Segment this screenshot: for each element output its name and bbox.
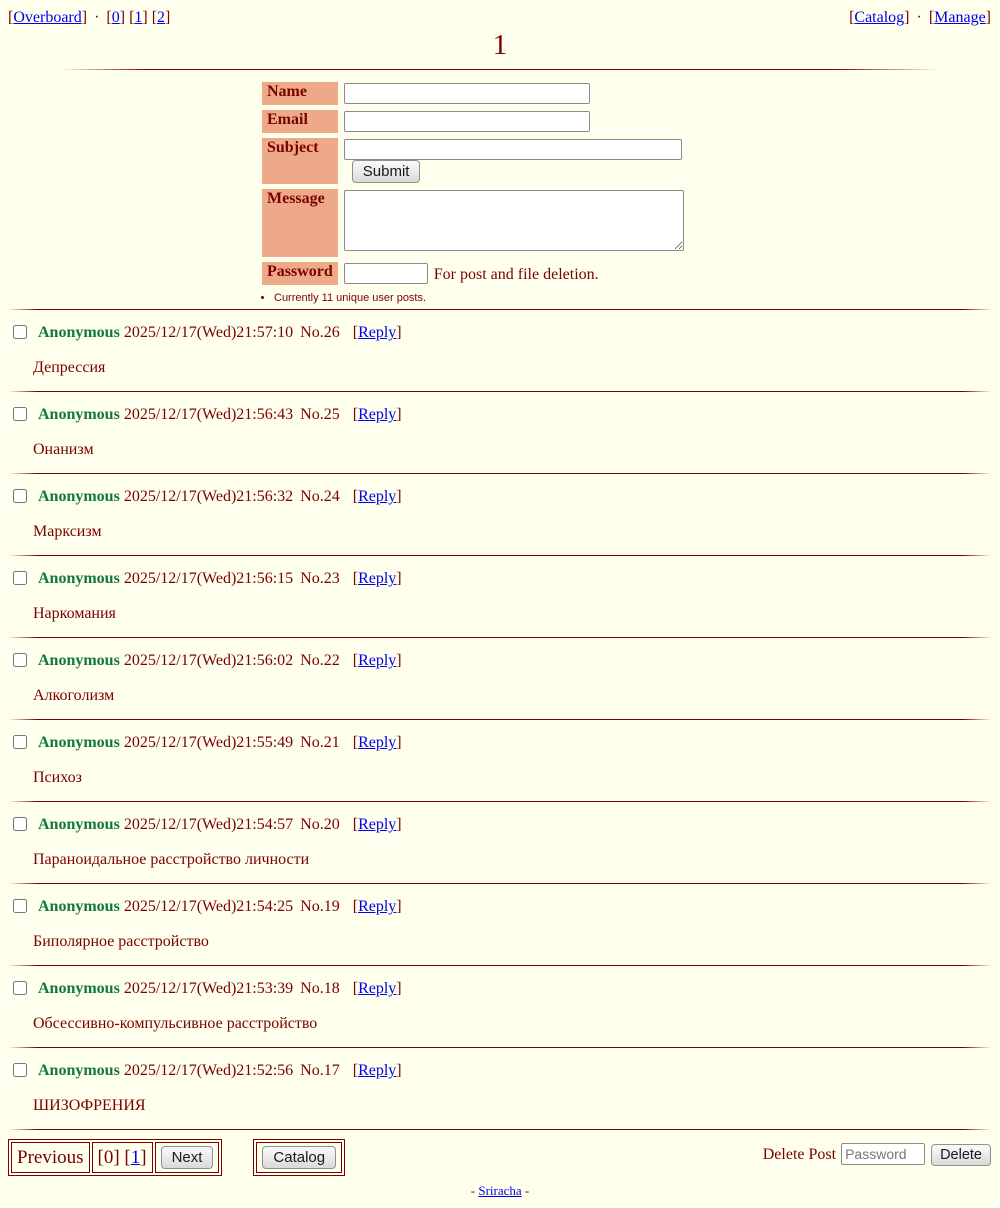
reply-link-wrap bbox=[353, 1062, 402, 1079]
delete-checkbox[interactable] bbox=[13, 571, 27, 585]
post-timestamp: 2025/12/17(Wed)21:52:56 bbox=[123, 1062, 294, 1079]
reply-link-wrap bbox=[353, 898, 402, 915]
post bbox=[0, 720, 1000, 801]
post bbox=[0, 310, 1000, 391]
delete-checkbox[interactable] bbox=[13, 325, 27, 339]
reply-link[interactable]: Reply bbox=[358, 980, 397, 997]
poster-name: Anonymous bbox=[38, 570, 120, 587]
delete-post-label: Delete Post bbox=[762, 1146, 837, 1163]
poster-name: Anonymous bbox=[38, 1062, 120, 1079]
post-number: No.22 bbox=[300, 652, 340, 669]
post-header bbox=[13, 488, 1000, 506]
pagination-table bbox=[8, 1139, 222, 1176]
delete-checkbox[interactable] bbox=[13, 407, 27, 421]
catalog-link-wrap bbox=[849, 9, 909, 26]
page-current-wrap bbox=[98, 1147, 120, 1168]
page-link-wrap bbox=[124, 1147, 146, 1168]
post-number: No.24 bbox=[300, 488, 340, 505]
subject-label: Subject bbox=[262, 138, 338, 184]
post-message: Психоз bbox=[33, 769, 82, 786]
post-message: ШИЗОФРЕНИЯ bbox=[33, 1097, 146, 1114]
catalog-table bbox=[253, 1139, 345, 1176]
post-message: Марксизм bbox=[33, 523, 102, 540]
reply-link-wrap bbox=[353, 324, 402, 341]
post bbox=[0, 884, 1000, 965]
post-message: Обсессивно-компульсивное расстройство bbox=[33, 1015, 318, 1032]
name-row bbox=[262, 82, 738, 105]
delete-checkbox[interactable] bbox=[13, 489, 27, 503]
post bbox=[0, 1048, 1000, 1129]
overboard-link[interactable]: Overboard bbox=[13, 9, 82, 26]
delete-post-area bbox=[763, 1139, 991, 1166]
post-timestamp: 2025/12/17(Wed)21:54:57 bbox=[123, 816, 294, 833]
reply-link[interactable]: Reply bbox=[358, 324, 397, 341]
post bbox=[0, 966, 1000, 1047]
reply-link-wrap bbox=[353, 734, 402, 751]
post-message: Наркомания bbox=[33, 605, 116, 622]
reply-link-wrap bbox=[353, 488, 402, 505]
post-message: Депрессия bbox=[33, 359, 106, 376]
message-row bbox=[262, 189, 738, 257]
poster-name: Anonymous bbox=[38, 652, 120, 669]
message-textarea[interactable] bbox=[344, 190, 684, 251]
top-navigation bbox=[0, 0, 1000, 27]
delete-checkbox[interactable] bbox=[13, 1063, 27, 1077]
post-header bbox=[13, 652, 1000, 670]
site-name-link[interactable]: Sriracha bbox=[478, 1183, 522, 1198]
email-row bbox=[262, 110, 738, 133]
delete-checkbox[interactable] bbox=[13, 981, 27, 995]
post-timestamp: 2025/12/17(Wed)21:57:10 bbox=[123, 324, 294, 341]
delete-button[interactable]: Delete bbox=[931, 1144, 991, 1166]
password-label: Password bbox=[262, 262, 338, 285]
delete-password-input[interactable] bbox=[841, 1143, 925, 1165]
password-note: For post and file deletion. bbox=[433, 265, 599, 283]
reply-link[interactable]: Reply bbox=[358, 816, 397, 833]
subject-input[interactable] bbox=[344, 139, 682, 160]
overboard-link-wrap bbox=[8, 9, 87, 26]
board-link-0 bbox=[106, 9, 125, 26]
post-number: No.25 bbox=[300, 406, 340, 423]
poster-name: Anonymous bbox=[38, 898, 120, 915]
post-header bbox=[13, 406, 1000, 424]
post bbox=[0, 474, 1000, 555]
email-input[interactable] bbox=[344, 111, 590, 132]
post-timestamp: 2025/12/17(Wed)21:55:49 bbox=[123, 734, 294, 751]
board-link-1-anchor[interactable]: 1 bbox=[134, 9, 143, 26]
post bbox=[0, 556, 1000, 637]
board-link-1 bbox=[129, 9, 148, 26]
post-number: No.26 bbox=[300, 324, 340, 341]
post-timestamp: 2025/12/17(Wed)21:56:15 bbox=[123, 570, 294, 587]
poster-name: Anonymous bbox=[38, 406, 120, 423]
nav-separator: · bbox=[94, 9, 100, 26]
board-stats-list bbox=[257, 292, 743, 305]
post-number: No.21 bbox=[300, 734, 340, 751]
post-timestamp: 2025/12/17(Wed)21:56:02 bbox=[123, 652, 294, 669]
post-header bbox=[13, 898, 1000, 916]
post-number: No.19 bbox=[300, 898, 340, 915]
manage-link[interactable]: Manage bbox=[934, 9, 986, 26]
reply-link[interactable]: Reply bbox=[358, 488, 397, 505]
poster-name: Anonymous bbox=[38, 324, 120, 341]
post-timestamp: 2025/12/17(Wed)21:56:32 bbox=[123, 488, 294, 505]
catalog-button[interactable]: Catalog bbox=[262, 1146, 336, 1169]
reply-link[interactable]: Reply bbox=[358, 406, 397, 423]
post bbox=[0, 392, 1000, 473]
post-timestamp: 2025/12/17(Wed)21:53:39 bbox=[123, 980, 294, 997]
board-link-2 bbox=[152, 9, 171, 26]
password-input[interactable] bbox=[344, 263, 428, 284]
delete-checkbox[interactable] bbox=[13, 735, 27, 749]
reply-link-wrap bbox=[353, 406, 402, 423]
post-header bbox=[13, 980, 1000, 998]
reply-link[interactable]: Reply bbox=[358, 1062, 397, 1079]
reply-link-wrap bbox=[353, 816, 402, 833]
top-nav-left bbox=[8, 9, 170, 27]
email-label: Email bbox=[262, 110, 338, 133]
password-row bbox=[262, 262, 738, 285]
name-input[interactable] bbox=[344, 83, 590, 104]
reply-link[interactable]: Reply bbox=[358, 652, 397, 669]
delete-checkbox[interactable] bbox=[13, 653, 27, 667]
post-header bbox=[13, 1062, 1000, 1080]
manage-link-wrap bbox=[929, 9, 991, 26]
next-button[interactable]: Next bbox=[161, 1146, 214, 1169]
post-number: No.20 bbox=[300, 816, 340, 833]
post-number: No.23 bbox=[300, 570, 340, 587]
post-message: Биполярное расстройство bbox=[33, 933, 209, 950]
top-nav-right bbox=[849, 9, 991, 27]
reply-link-wrap bbox=[353, 652, 402, 669]
reply-link-wrap bbox=[353, 570, 402, 587]
reply-link-wrap bbox=[353, 980, 402, 997]
board-link-0-anchor[interactable]: 0 bbox=[111, 9, 120, 26]
post-header bbox=[13, 816, 1000, 834]
delete-checkbox[interactable] bbox=[13, 899, 27, 913]
post-form-table bbox=[257, 77, 743, 290]
post-header bbox=[13, 734, 1000, 752]
post bbox=[0, 638, 1000, 719]
page-number-current: 0 bbox=[103, 1146, 114, 1168]
poster-name: Anonymous bbox=[38, 816, 120, 833]
submit-button[interactable]: Submit bbox=[352, 160, 421, 183]
poster-name: Anonymous bbox=[38, 980, 120, 997]
post-header bbox=[13, 570, 1000, 588]
board-link-2-anchor[interactable]: 2 bbox=[157, 9, 166, 26]
post-message: Онанизм bbox=[33, 441, 94, 458]
page-link[interactable]: 1 bbox=[130, 1146, 141, 1168]
reply-link[interactable]: Reply bbox=[358, 898, 397, 915]
previous-label: Previous bbox=[11, 1142, 90, 1173]
unique-posts-note: • Currently 11 unique user posts. bbox=[274, 292, 743, 305]
title-divider bbox=[60, 69, 940, 70]
bottom-bar bbox=[8, 1139, 991, 1176]
post-message: Алкоголизм bbox=[33, 687, 115, 704]
post-message: Параноидальное расстройство личности bbox=[33, 851, 310, 868]
delete-checkbox[interactable] bbox=[13, 817, 27, 831]
nav-separator: · bbox=[916, 9, 922, 26]
post bbox=[0, 802, 1000, 883]
poster-name: Anonymous bbox=[38, 488, 120, 505]
post-timestamp: 2025/12/17(Wed)21:56:43 bbox=[123, 406, 294, 423]
site-footer bbox=[0, 1183, 1000, 1199]
post-separator bbox=[8, 1129, 992, 1130]
post-number: No.18 bbox=[300, 980, 340, 997]
page-list bbox=[92, 1142, 153, 1173]
post-form-area bbox=[257, 77, 743, 305]
post-header bbox=[13, 324, 1000, 342]
message-label: Message bbox=[262, 189, 338, 257]
name-label: Name bbox=[262, 82, 338, 105]
reply-link[interactable]: Reply bbox=[358, 570, 397, 587]
post-timestamp: 2025/12/17(Wed)21:54:25 bbox=[123, 898, 294, 915]
subject-row bbox=[262, 138, 738, 184]
catalog-link[interactable]: Catalog bbox=[854, 9, 905, 26]
reply-link[interactable]: Reply bbox=[358, 734, 397, 751]
board-title: 1 bbox=[492, 29, 508, 61]
post-number: No.17 bbox=[300, 1062, 340, 1079]
poster-name: Anonymous bbox=[38, 734, 120, 751]
